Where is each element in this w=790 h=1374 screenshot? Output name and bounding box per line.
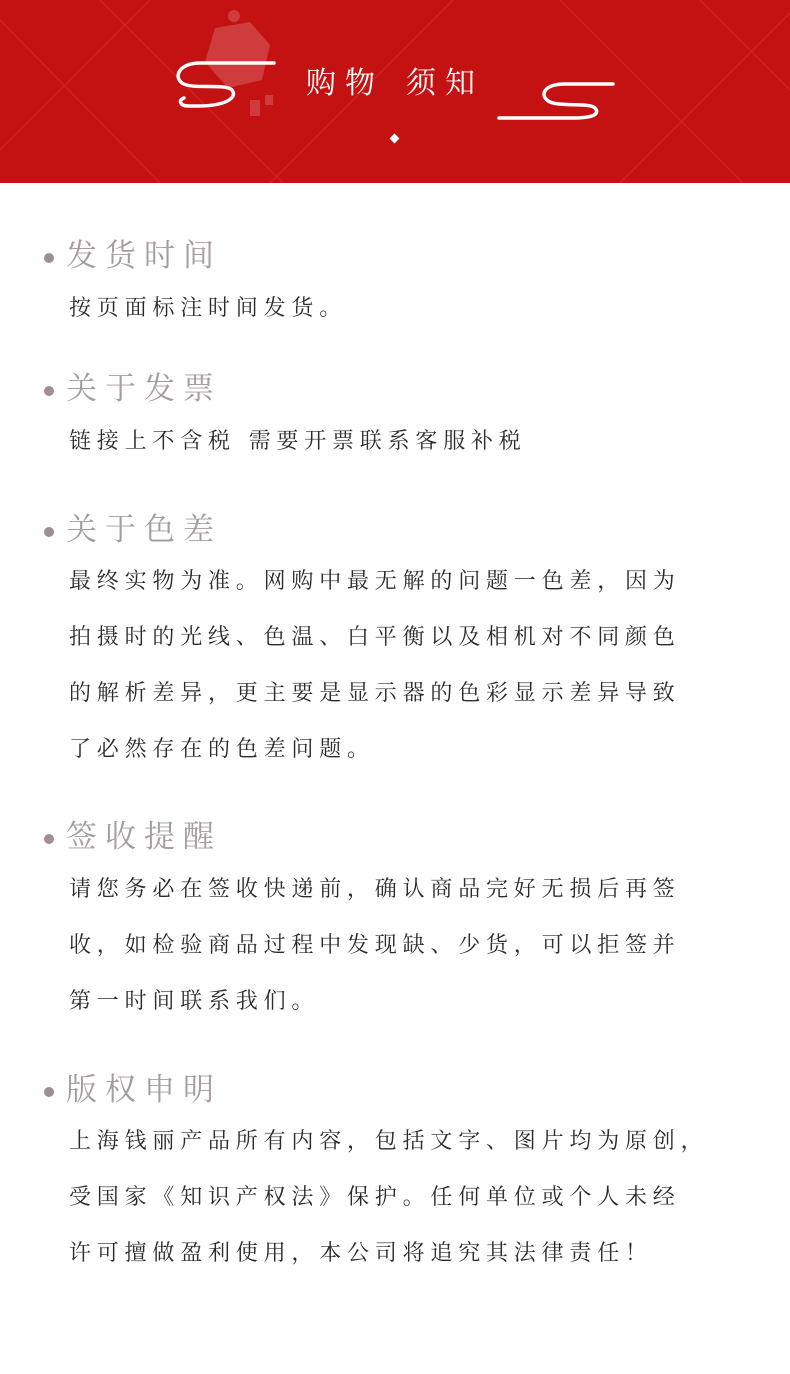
body-line: 最终实物为准。网购中最无解的问题一色差，因为	[69, 569, 681, 594]
page-title	[0, 64, 790, 104]
header-banner	[0, 0, 790, 183]
page-title-part1: 购物	[306, 66, 384, 101]
bullet-dot-icon	[44, 834, 54, 844]
body-line: 许可擅做盈利使用，本公司将追究其法律责任！	[69, 1241, 653, 1266]
section-body	[69, 1114, 729, 1282]
body-line: 拍摄时的光线、色温、白平衡以及相机对不同颜色	[69, 625, 681, 650]
body-line: 请您务必在签收快递前，确认商品完好无损后再签	[69, 877, 681, 902]
body-line: 第一时间联系我们。	[69, 989, 320, 1014]
body-line: 的解析差异，更主要是显示器的色彩显示差异导致	[69, 681, 681, 706]
section-title: 关于色差	[66, 512, 222, 548]
body-line: 收，如检验商品过程中发现缺、少货，可以拒签并	[69, 933, 681, 958]
bullet-dot-icon	[44, 527, 54, 537]
bullet-dot-icon	[44, 1087, 54, 1097]
body-line: 上海钱丽产品所有内容，包括文字、图片均为原创，	[69, 1129, 709, 1154]
bullet-dot-icon	[44, 386, 54, 396]
section-title: 版权申明	[66, 1072, 222, 1108]
bullet-dot-icon	[44, 253, 54, 263]
section-body	[69, 554, 729, 778]
body-line: 了必然存在的色差问题。	[69, 737, 375, 762]
page-title-part2: 须知	[406, 66, 484, 101]
section-body	[69, 414, 729, 470]
body-line: 链接上不含税 需要开票联系客服补税	[69, 429, 527, 454]
section-body	[69, 862, 729, 1030]
section-title: 关于发票	[66, 371, 222, 407]
body-line: 按页面标注时间发货。	[69, 296, 348, 321]
section-title: 签收提醒	[66, 819, 222, 855]
section-title: 发货时间	[66, 238, 222, 274]
body-line: 受国家《知识产权法》保护。任何单位或个人未经	[69, 1185, 681, 1210]
section-body	[69, 281, 729, 337]
